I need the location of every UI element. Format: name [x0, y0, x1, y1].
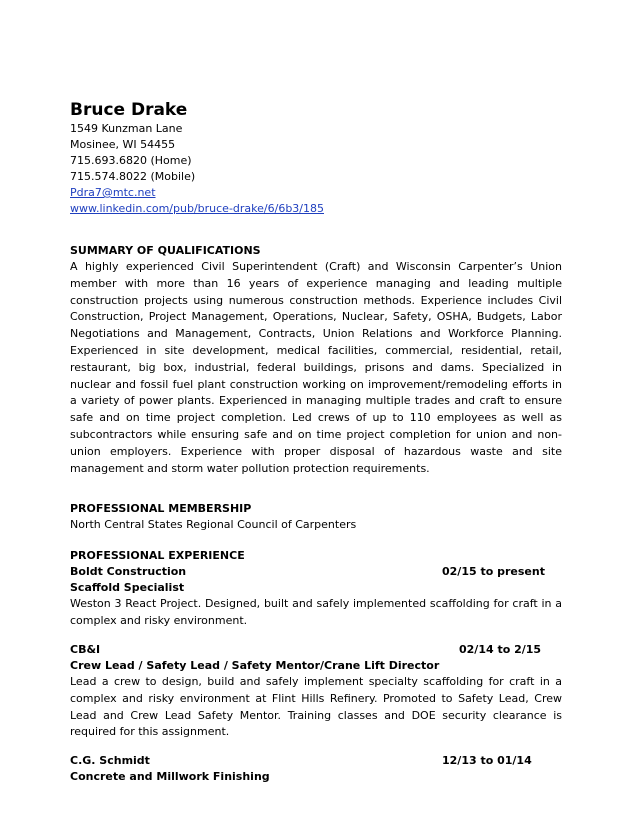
job-dates: 02/15 to present: [442, 565, 545, 579]
job-company: Boldt Construction: [70, 565, 187, 579]
job-title: Crew Lead / Safety Lead / Safety Mentor/Crane Lift Director: [70, 658, 440, 672]
summary-heading: SUMMARY OF QUALIFICATIONS: [70, 244, 261, 257]
linkedin-link[interactable]: www.linkedin.com/pub/bruce-drake/6/6b3/185: [70, 202, 324, 215]
job-description: Weston 3 React Project. Designed, built and safely implemented scaffolding for craft in a complex and risky environment.: [70, 597, 562, 628]
job-entry: [70, 564, 562, 630]
address-line-2: Mosinee, WI 54455: [70, 138, 176, 151]
membership-heading: PROFESSIONAL MEMBERSHIP: [70, 502, 252, 516]
job-entry: [70, 642, 562, 741]
mobile-phone: 715.574.8022 (Mobile): [70, 170, 196, 183]
membership-text: North Central States Regional Council of Carpenters: [70, 518, 357, 532]
job-entry: [70, 753, 562, 785]
job-dates: 12/13 to 01/14: [442, 754, 532, 768]
resume-page: [70, 99, 562, 785]
address-line-1: 1549 Kunzman Lane: [70, 122, 183, 135]
email-link[interactable]: Pdra7@mtc.net: [70, 186, 156, 199]
job-description: Lead a crew to design, build and safely implement specialty scaffolding for craft in a complex and risky environment at Flint Hills Refinery. Promoted to Safety Lead, Crew Lead and Crew Lead Safety Mentor. Training classes and DOE security clearance is required for this assignment.: [70, 674, 562, 739]
job-title: Concrete and Millwork Finishing: [70, 770, 270, 784]
candidate-name: Bruce Drake: [70, 100, 188, 120]
job-title: Scaffold Specialist: [70, 581, 185, 595]
job-company: CB&I: [70, 642, 101, 656]
summary-text: A highly experienced Civil Superintendent (Craft) and Wisconsin Carpenter’s Union member with more than 16 years of experience managing and leading multiple construction projects using numerous construction methods. Experience includes Civil Construction, Project Management, Operations, Nuclear, Safety, OSHA, Budgets, Labor Negotiations and Management, Contracts, Union Relations and Workforce Planning. Experienced in site development, medical facilities, commercial, residential, retail, restaurant, big box, industrial, federal buildings, prisons and dams. Specialized in nuclear and fossil fuel plant construction working on improvement/remodeling efforts in a variety of power plants. Experienced in managing multiple trades and craft to ensure safe and on time project completion. Led crews of up to 110 employees as well as subcontractors while ensuring safe and on time project completion for union and non-union employers. Experience with proper disposal of hazardous waste and site management and storm water pollution protection requirements.: [70, 260, 562, 475]
experience-heading: PROFESSIONAL EXPERIENCE: [70, 549, 245, 563]
job-dates: 02/14 to 2/15: [459, 642, 542, 656]
home-phone: 715.693.6820 (Home): [70, 154, 192, 167]
job-company: C.G. Schmidt: [70, 754, 150, 768]
